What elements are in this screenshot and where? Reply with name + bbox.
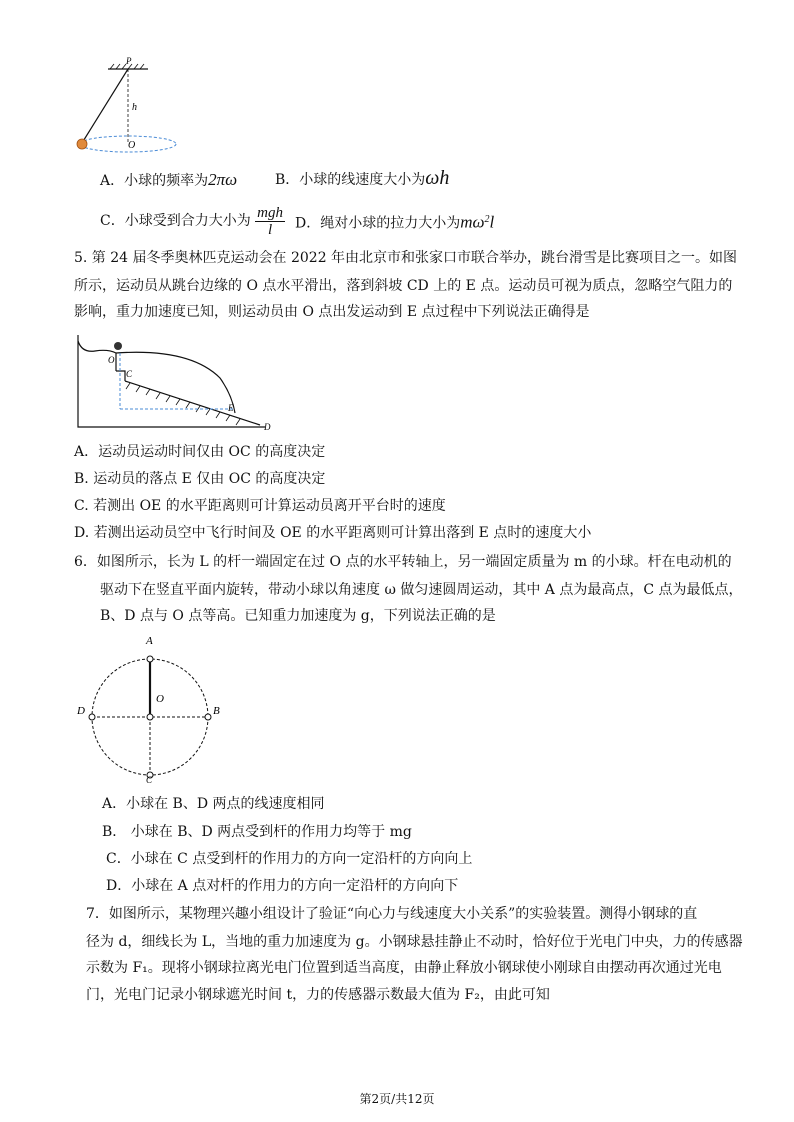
label-A: A (146, 635, 153, 647)
q4-option-b-text: B．小球的线速度大小为 (275, 172, 426, 188)
q7-stem-line3: 示数为 F₁。现将小钢球拉离光电门位置到适当高度，由静止释放小钢球使小刚球自由摆动再次通过光电 (86, 960, 722, 976)
q5-stem-line3: 影响，重力加速度已知，则运动员由 O 点出发运动到 E 点过程中下列说法正确得是 (74, 304, 590, 320)
q4-option-a-text: A．小球的频率为 (100, 173, 209, 189)
q6-option-c: C．小球在 C 点受到杆的作用力的方向一定沿杆的方向向上 (106, 851, 473, 867)
q4-option-a (100, 170, 237, 191)
label-h: h (132, 102, 137, 113)
q4-option-c-fraction (255, 205, 285, 238)
q5-option-a: A．运动员运动时间仅由 OC 的高度决定 (74, 444, 326, 460)
label-E-ski: E (228, 403, 234, 413)
ski-jump-figure (70, 333, 280, 433)
q7-stem-line1: 7．如图所示，某物理兴趣小组设计了验证“向心力与线速度大小关系”的实验装置。测得小钢球的直 (86, 906, 698, 922)
q5-option-c: C. 若测出 OE 的水平距离则可计算运动员离开平台时的速度 (74, 498, 446, 514)
q4-option-d (295, 210, 494, 234)
q4-option-d-tail: l (489, 212, 495, 232)
q6-option-d: D．小球在 A 点对杆的作用力的方向一定沿杆的方向向下 (106, 878, 459, 894)
q7-stem-line2: 径为 d，细线长为 L，当地的重力加速度为 g。小钢球悬挂静止不动时，恰好位于光电门中央，力的传感器 (86, 934, 743, 950)
q4-option-c (100, 204, 285, 238)
q4-option-c-num: mgh (257, 204, 284, 221)
label-O: O (128, 140, 136, 151)
q4-option-b (275, 168, 449, 190)
q5-option-d: D. 若测出运动员空中飞行时间及 OE 的水平距离则可计算出落到 E 点时的速度大小 (74, 525, 592, 541)
q4-option-d-text: D．绳对小球的拉力大小为 (295, 215, 461, 232)
q4-option-c-text: C．小球受到合力大小为 (100, 213, 251, 229)
q4-option-c-den: l (268, 221, 273, 238)
q4-option-d-sup: 2 (484, 214, 490, 225)
q6-stem-line1: 6．如图所示，长为 L 的杆一端固定在过 O 点的水平转轴上，另一端固定质量为 m 的小球。杆在电动机的 (74, 554, 732, 570)
page-footer: 第2页/共12页 (359, 1092, 435, 1106)
label-P: P (126, 56, 132, 66)
label-C-ski: C (126, 369, 133, 379)
q5-option-b: B. 运动员的落点 E 仅由 OC 的高度决定 (74, 471, 326, 487)
q6-stem-line3: B、D 点与 O 点等高。已知重力加速度为 g，下列说法正确的是 (100, 608, 496, 624)
q6-stem-line2: 驱动下在竖直平面内旋转，带动小球以角速度 ω 做匀速圆周运动，其中 A 点为最高点，C 点为最低点， (100, 582, 743, 598)
q6-option-b: B． 小球在 B、D 两点受到杆的作用力均等于 mg (102, 824, 412, 840)
label-B: B (213, 705, 220, 717)
label-O-circle: O (156, 693, 164, 705)
q4-option-d-math: mω (460, 212, 485, 232)
circle-figure (70, 630, 230, 785)
q4-option-a-math: 2πω (208, 170, 238, 189)
label-O-ski: O (108, 355, 115, 365)
q4-option-b-math: ωh (425, 167, 450, 189)
label-C-circle: C (146, 775, 153, 785)
q5-stem-line1: 5. 第 24 届冬季奥林匹克运动会在 2022 年由北京市和张家口市联合举办，跳台滑雪是比赛项目之一。如图 (74, 250, 738, 266)
q6-option-a: A．小球在 B、D 两点的线速度相同 (102, 796, 325, 812)
pendulum-figure (70, 55, 190, 155)
q7-stem-line4: 门，光电门记录小钢球遮光时间 t，力的传感器示数最大值为 F₂，由此可知 (86, 987, 550, 1003)
label-D-ski: D (264, 422, 271, 432)
label-D-circle: D (77, 705, 85, 717)
q5-stem-line2: 所示，运动员从跳台边缘的 O 点水平滑出，落到斜坡 CD 上的 E 点。运动员可视为质点，忽略空气阻力的 (74, 278, 733, 294)
